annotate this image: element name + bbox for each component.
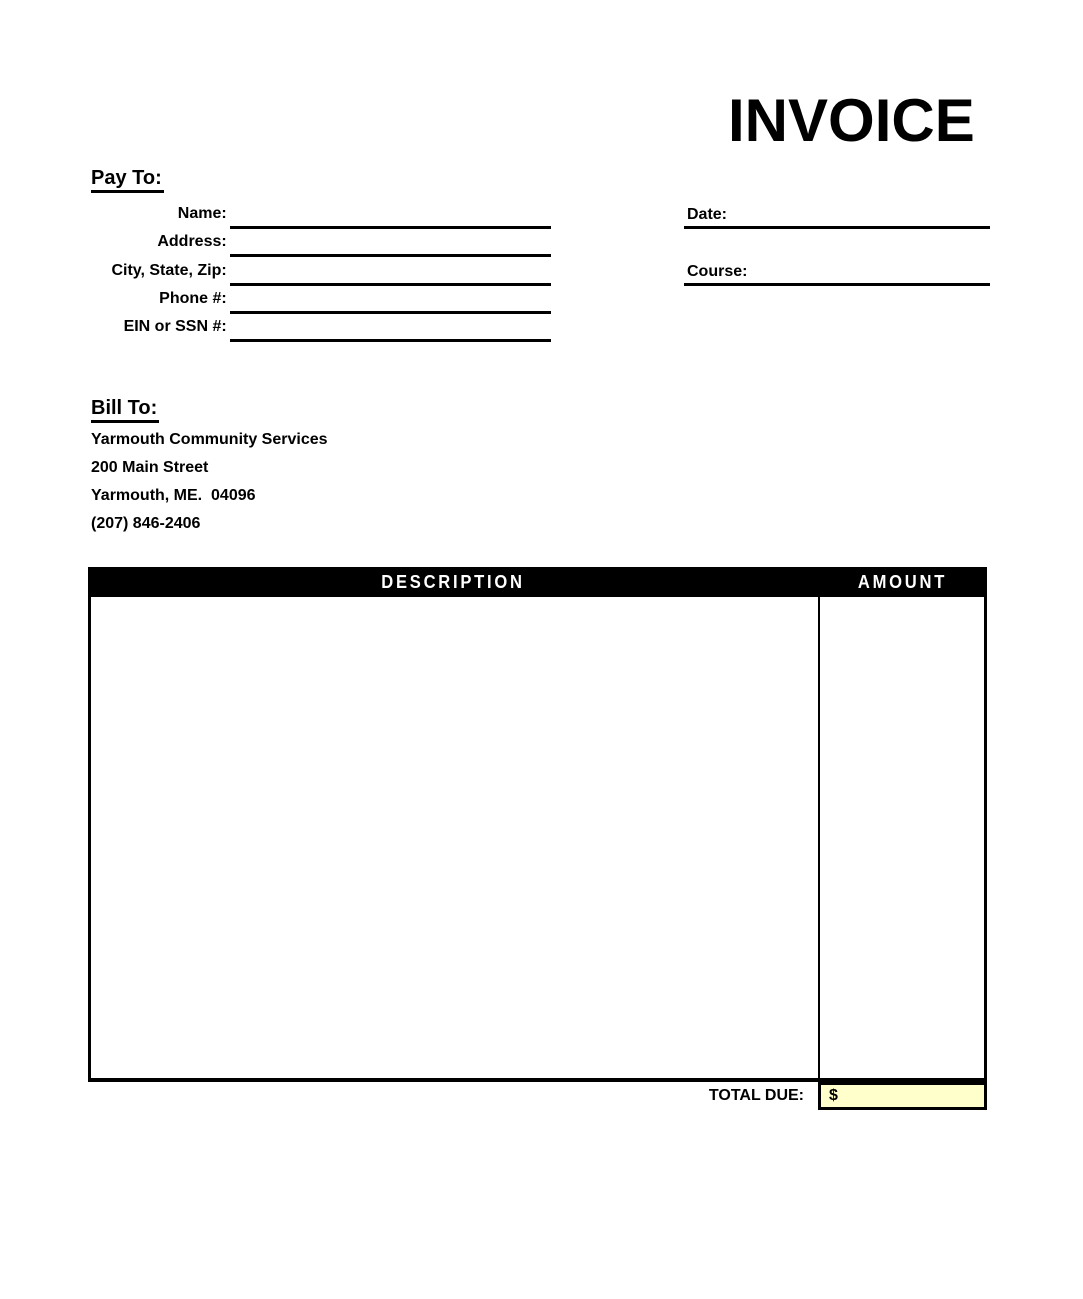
amount-cell[interactable] (820, 597, 984, 1078)
total-due-label: TOTAL DUE: (708, 1087, 804, 1104)
name-field-label: Name: (177, 205, 227, 222)
ein-ssn-field-label: EIN or SSN #: (123, 318, 227, 335)
course-field-label: Course: (687, 263, 748, 280)
date-field[interactable] (684, 204, 990, 229)
line-items-table (88, 567, 987, 1110)
phone-field-input[interactable] (230, 286, 551, 314)
address-field-label: Address: (157, 233, 227, 250)
ein-ssn-field-input[interactable] (230, 314, 551, 342)
bill-to-name: Yarmouth Community Services (91, 431, 328, 448)
amount-header-label: AMOUNT (857, 571, 948, 592)
date-field-label: Date: (687, 206, 728, 223)
table-header-row (88, 567, 987, 597)
amount-column-header (818, 567, 987, 597)
city-state-zip-field-label: City, State, Zip: (111, 262, 227, 279)
course-field[interactable] (684, 261, 990, 286)
city-state-zip-field-input[interactable] (230, 258, 551, 286)
pay-to-field-row (88, 229, 551, 257)
pay-to-heading: Pay To: (91, 167, 164, 193)
bill-to-street: 200 Main Street (91, 459, 209, 476)
description-column-header (88, 567, 818, 597)
bill-to-block (91, 426, 328, 538)
pay-to-field-row (88, 201, 551, 229)
address-field-input[interactable] (230, 229, 551, 257)
invoice-title: INVOICE (728, 87, 975, 154)
name-field-input[interactable] (230, 201, 551, 229)
total-row (88, 1082, 987, 1110)
pay-to-field-row (88, 314, 551, 342)
description-cell[interactable] (91, 597, 818, 1078)
total-due-input[interactable] (818, 1082, 987, 1110)
table-body (88, 597, 987, 1082)
pay-to-field-row (88, 258, 551, 286)
bill-to-heading: Bill To: (91, 397, 159, 423)
phone-field-label: Phone #: (159, 290, 227, 307)
bill-to-phone: (207) 846-2406 (91, 515, 201, 532)
bill-to-city-state-zip: Yarmouth, ME. 04096 (91, 487, 256, 504)
pay-to-field-row (88, 286, 551, 314)
description-header-label: DESCRIPTION (381, 571, 525, 592)
currency-symbol: $ (829, 1087, 838, 1104)
